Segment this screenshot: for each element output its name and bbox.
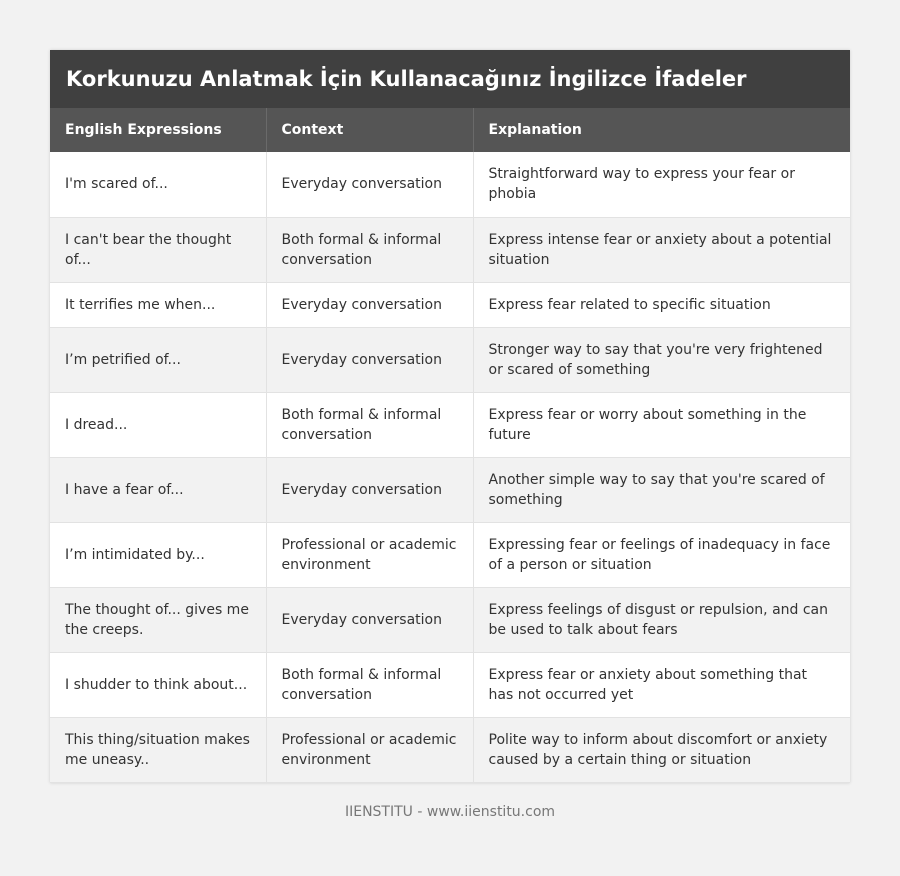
header-row bbox=[50, 108, 850, 152]
footer-credit: IIENSTITU - www.iienstitu.com bbox=[344, 804, 556, 820]
explanation-cell: Expressing fear or feelings of inadequacy in face of a person or situation bbox=[473, 522, 850, 587]
table-row bbox=[50, 282, 850, 327]
header-english-expressions: English Expressions bbox=[50, 108, 266, 152]
explanation-cell: Express intense fear or anxiety about a potential situation bbox=[473, 217, 850, 282]
expression-cell: I have a fear of... bbox=[50, 457, 266, 522]
expression-cell: It terrifies me when... bbox=[50, 282, 266, 327]
context-cell: Everyday conversation bbox=[266, 282, 473, 327]
expression-cell: The thought of... gives me the creeps. bbox=[50, 587, 266, 652]
table-card bbox=[50, 50, 850, 783]
expression-cell: I can't bear the thought of... bbox=[50, 217, 266, 282]
table-row bbox=[50, 457, 850, 522]
expressions-table bbox=[50, 108, 850, 783]
explanation-cell: Polite way to inform about discomfort or anxiety caused by a certain thing or situation bbox=[473, 717, 850, 782]
header-explanation: Explanation bbox=[473, 108, 850, 152]
context-cell: Everyday conversation bbox=[266, 457, 473, 522]
context-cell: Professional or academic environment bbox=[266, 522, 473, 587]
context-cell: Both formal & informal conversation bbox=[266, 652, 473, 717]
context-cell: Professional or academic environment bbox=[266, 717, 473, 782]
context-cell: Everyday conversation bbox=[266, 152, 473, 217]
explanation-cell: Express fear or worry about something in the future bbox=[473, 392, 850, 457]
explanation-cell: Stronger way to say that you're very frightened or scared of something bbox=[473, 327, 850, 392]
expression-cell: I shudder to think about... bbox=[50, 652, 266, 717]
table-row bbox=[50, 717, 850, 782]
table-row bbox=[50, 652, 850, 717]
context-cell: Everyday conversation bbox=[266, 587, 473, 652]
expression-cell: I dread... bbox=[50, 392, 266, 457]
table-row bbox=[50, 587, 850, 652]
explanation-cell: Express feelings of disgust or repulsion, and can be used to talk about fears bbox=[473, 587, 850, 652]
table-row bbox=[50, 522, 850, 587]
explanation-cell: Express fear related to specific situation bbox=[473, 282, 850, 327]
expression-cell: I’m petrified of... bbox=[50, 327, 266, 392]
expression-cell: I’m intimidated by... bbox=[50, 522, 266, 587]
context-cell: Both formal & informal conversation bbox=[266, 217, 473, 282]
context-cell: Everyday conversation bbox=[266, 327, 473, 392]
explanation-cell: Express fear or anxiety about something that has not occurred yet bbox=[473, 652, 850, 717]
table-row bbox=[50, 392, 850, 457]
table-title: Korkunuzu Anlatmak İçin Kullanacağınız İngilizce İfadeler bbox=[50, 50, 850, 108]
table-row bbox=[50, 152, 850, 217]
table-row bbox=[50, 217, 850, 282]
explanation-cell: Straightforward way to express your fear or phobia bbox=[473, 152, 850, 217]
context-cell: Both formal & informal conversation bbox=[266, 392, 473, 457]
expression-cell: I'm scared of... bbox=[50, 152, 266, 217]
explanation-cell: Another simple way to say that you're scared of something bbox=[473, 457, 850, 522]
header-context: Context bbox=[266, 108, 473, 152]
table-row bbox=[50, 327, 850, 392]
expression-cell: This thing/situation makes me uneasy.. bbox=[50, 717, 266, 782]
